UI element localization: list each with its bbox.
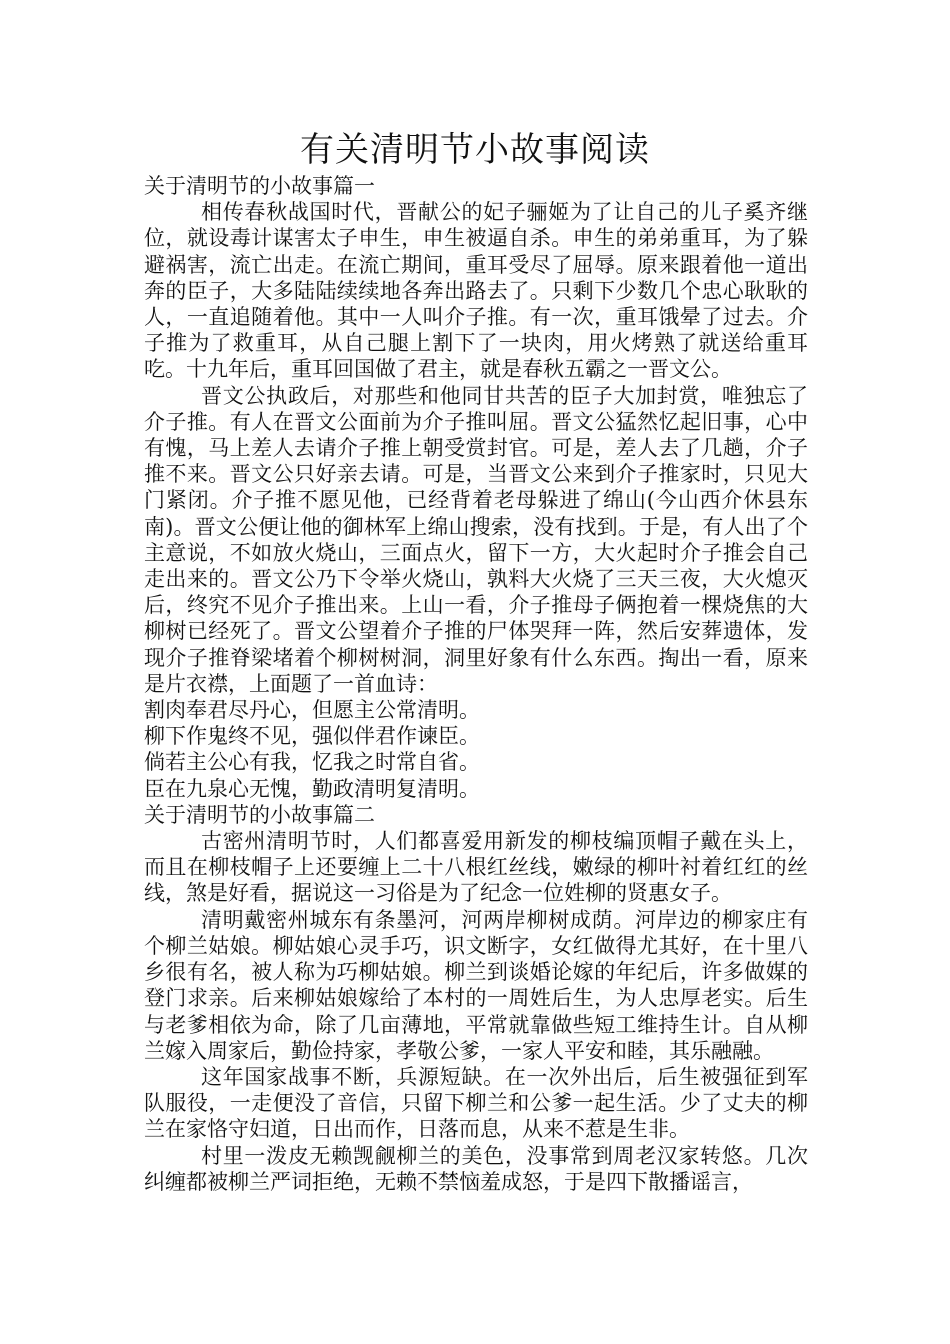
paragraph: 村里一泼皮无赖觊觎柳兰的美色，没事常到周老汉家转悠。几次纠缠都被柳兰严词拒绝，无赖不禁恼羞成怒，于是四下散播谣言， xyxy=(144,1143,808,1194)
paragraph: 这年国家战事不断，兵源短缺。在一次外出后，后生被强征到军队服役，一走便没了音信，只留下柳兰和公爹一起生活。少了丈夫的柳兰在家恪守妇道，日出而作，日落而息，从来不惹是生非。 xyxy=(144,1064,808,1142)
section-heading-1: 关于清明节的小故事篇一 xyxy=(144,174,375,198)
paragraph: 清明戴密州城东有条墨河，河两岸柳树成荫。河岸边的柳家庄有个柳兰姑娘。柳姑娘心灵手巧，识文断字，女红做得尤其好，在十里八乡很有名，被人称为巧柳姑娘。柳兰到谈婚论嫁的年纪后，许多做媒的登门求亲。后来柳姑娘嫁给了本村的一周姓后生，为人忠厚老实。后生与老爹相依为命，除了几亩薄地，平常就靠做些短工维持生计。自从柳兰嫁入周家后，勤俭持家，孝敬公爹，一家人平安和睦，其乐融融。 xyxy=(144,907,808,1063)
paragraph: 古密州清明节时，人们都喜爱用新发的柳枝编顶帽子戴在头上，而且在柳枝帽子上还要缠上二十八根红丝线，嫩绿的柳叶衬着红红的丝线，煞是好看，据说这一习俗是为了纪念一位姓柳的贤惠女子。 xyxy=(144,829,808,906)
poem-line: 臣在九泉心无愧，勤政清明复清明。 xyxy=(144,776,480,801)
poem-line: 柳下作鬼终不见，强似伴君作谏臣。 xyxy=(144,724,480,749)
document-title: 有关清明节小故事阅读 xyxy=(300,130,650,170)
paragraph: 晋文公执政后，对那些和他同甘共苦的臣子大加封赏，唯独忘了介子推。有人在晋文公面前为介子推叫屈。晋文公猛然忆起旧事，心中有愧，马上差人去请介子推上朝受赏封官。可是，差人去了几趟，介子推不来。晋文公只好亲去请。可是，当晋文公来到介子推家时，只见大门紧闭。介子推不愿见他，已经背着老母躲进了绵山(今山西介休县东南)。晋文公便让他的御林军上绵山搜索，没有找到。于是，有人出了个主意说，不如放火烧山，三面点火，留下一方，大火起时介子推会自己走出来的。晋文公乃下令举火烧山，孰料大火烧了三天三夜，大火熄灭后，终究不见介子推出来。上山一看，介子推母子俩抱着一棵烧焦的大柳树已经死了。晋文公望着介子推的尸体哭拜一阵，然后安葬遗体，发现介子推脊梁堵着个柳树树洞，洞里好象有什么东西。掏出一看，原来是片衣襟，上面题了一首血诗： xyxy=(144,383,808,696)
section-heading-2: 关于清明节的小故事篇二 xyxy=(144,802,375,827)
poem-line: 割肉奉君尽丹心，但愿主公常清明。 xyxy=(144,698,480,723)
paragraph: 相传春秋战国时代，晋献公的妃子骊姬为了让自己的儿子奚齐继位，就设毒计谋害太子申生，申生被逼自杀。申生的弟弟重耳，为了躲避祸害，流亡出走。在流亡期间，重耳受尽了屈辱。原来跟着他一道出奔的臣子，大多陆陆续续地各奔出路去了。只剩下少数几个忠心耿耿的人，一直追随着他。其中一人叫介子推。有一次，重耳饿晕了过去。介子推为了救重耳，从自己腿上割下了一块肉，用火烤熟了就送给重耳吃。十九年后，重耳回国做了君主，就是春秋五霸之一晋文公。 xyxy=(144,200,808,382)
poem-line: 倘若主公心有我，忆我之时常自省。 xyxy=(144,750,480,775)
document-body xyxy=(144,173,808,1195)
